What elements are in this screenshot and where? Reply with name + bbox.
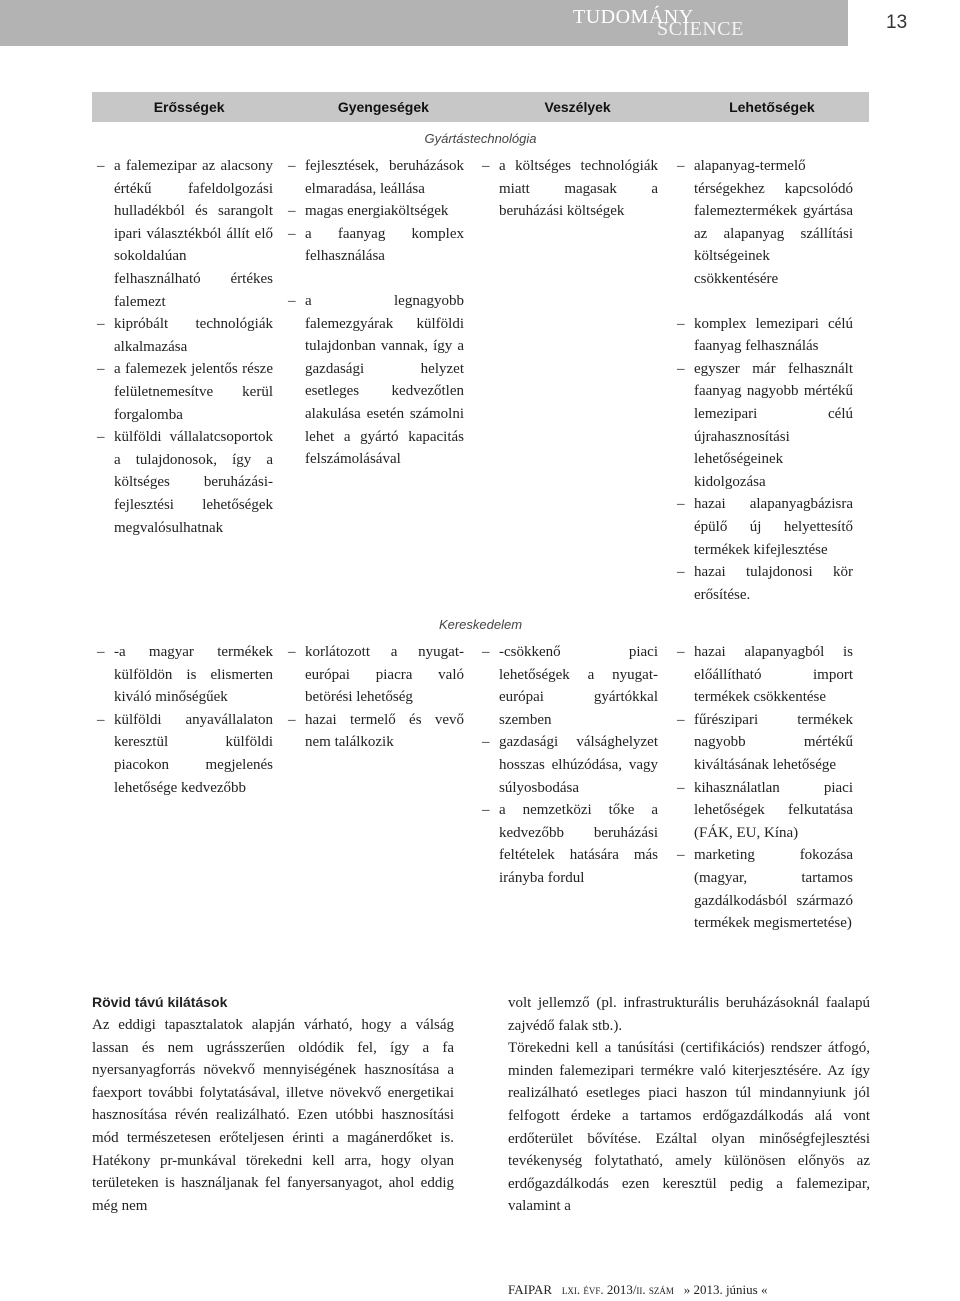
list-item: – kipróbált technológiák alkalmazása bbox=[97, 313, 273, 358]
list-item: – -a magyar termékek külföldön is elismerten kiváló minőségűek bbox=[97, 641, 273, 709]
footer-journal: FAIPAR bbox=[508, 1282, 553, 1297]
brand-tudomany: TUDOMÁNY bbox=[573, 6, 694, 28]
list-item: – a falemezek jelentős része felületnemesítve kerül forgalomba bbox=[97, 358, 273, 426]
list-item: – a költséges technológiák miatt magasak a beruházási költségek bbox=[482, 155, 658, 223]
weaknesses-column-commerce bbox=[288, 641, 464, 754]
article-right-column bbox=[508, 992, 870, 1218]
article-heading: Rövid távú kilátások bbox=[92, 994, 228, 1010]
strengths-column-commerce bbox=[97, 641, 273, 799]
page-header bbox=[0, 0, 960, 46]
list-item: – hazai alapanyagbázisra épülő új helyettesítő termékek kifejlesztése bbox=[677, 493, 853, 561]
section-title-manufacturing: Gyártástechnológia bbox=[424, 131, 537, 146]
page-number: 13 bbox=[886, 12, 908, 33]
footer-date: » 2013. június « bbox=[683, 1282, 768, 1297]
column-header-strengths: Erősségek bbox=[153, 99, 225, 115]
article-left-column bbox=[92, 992, 454, 1217]
column-header-opportunities: Lehetőségek bbox=[729, 99, 815, 115]
list-item: – fűrészipari termékek nagyobb mértékű kiváltásának lehetősége bbox=[677, 709, 853, 777]
journal-brand bbox=[573, 6, 833, 46]
section-title-commerce: Kereskedelem bbox=[438, 617, 523, 632]
list-item: – korlátozott a nyugat-európai piacra való betörési lehetőség bbox=[288, 641, 464, 709]
threats-column-manufacturing bbox=[482, 155, 658, 223]
article-paragraph: volt jellemző (pl. infrastrukturális beruházásoknál faalapú zajvédő falak stb.). bbox=[508, 995, 870, 1034]
list-item: – gazdasági válsághelyzet hosszas elhúzódása, vagy súlyosbodása bbox=[482, 731, 658, 799]
list-item: – külföldi vállalatcsoportok a tulajdonosok, így a költséges beruházási-fejlesztési lehetőségek megvalósulhatnak bbox=[97, 426, 273, 539]
list-item: – -csökkenő piaci lehetőségek a nyugat-európai gyártókkal szemben bbox=[482, 641, 658, 731]
list-item: – a nemzetközi tőke a kedvezőbb beruházási feltételek hatására más irányba fordul bbox=[482, 799, 658, 889]
opportunities-column-manufacturing bbox=[677, 155, 853, 606]
brand-science: SCIENCE bbox=[657, 18, 744, 40]
list-item: – hazai alapanyagból is előállítható import termékek csökkentése bbox=[677, 641, 853, 709]
list-item: – kihasználatlan piaci lehetőségek felkutatása (FÁK, EU, Kína) bbox=[677, 777, 853, 845]
column-header-threats: Veszélyek bbox=[544, 99, 611, 115]
list-item: – hazai termelő és vevő nem találkozik bbox=[288, 709, 464, 754]
list-item: – a legnagyobb falemezgyárak külföldi tulajdonban vannak, így a gazdasági helyzet esetleges kedvezőtlen alakulása esetén számolni lehet a gyártó kapacitás felszámolásával bbox=[288, 290, 464, 471]
list-item: – fejlesztések, beruházások elmaradása, leállása bbox=[288, 155, 464, 200]
list-item: – a falemezipar az alacsony értékű fafeldolgozási hulladékból és sarangolt ipari választékból állít elő sokoldalúan felhasználható értékes falemezt bbox=[97, 155, 273, 313]
article-paragraph: Törekedni kell a tanúsítási (certifikációs) rendszer átfogó, minden falemezipari termékre való kiterjesztésére. Az így realizálható esetleges piaci haszon túl mindannyiunk jól felfogott érdeke a tartamos erdőgazdálkodás alá vont erdőterület bővítése. Ezáltal olyan minőségfejlesztési tevékenység folytatható, amely különösen előnyös az erdőgazdálkodás ezen keresztül pedig a falemezipar, valamint a bbox=[508, 1040, 870, 1215]
footer-volume: lxi. évf. 2013/ii. szám bbox=[561, 1282, 674, 1297]
swot-table-header bbox=[92, 92, 869, 122]
strengths-column-manufacturing bbox=[97, 155, 273, 539]
list-item: – komplex lemezipari célú faanyag felhasználás bbox=[677, 313, 853, 358]
threats-column-commerce bbox=[482, 641, 658, 890]
list-item: – külföldi anyavállalaton keresztül külföldi piacokon megjelenés lehetősége kedvezőbb bbox=[97, 709, 273, 799]
list-item: – alapanyag-termelő térségekhez kapcsolódó falemeztermékek gyártása az alapanyag szállítási költségeinek csökkentésére bbox=[677, 155, 853, 291]
article-paragraph: Az eddigi tapasztalatok alapján várható, hogy a válság lassan és nem ugrásszerűen oldódik fel, így a fa nyersanyagforrás növekvő mennyiségének hasznosítása a faexport további folytatásával, illetve növekvő energetikai hasznosítása révén realizálható. Ezen utóbbi hasznosítási mód természetesen erőteljesen érinti a magánerdőket is. Hatékony pr-munkával törekedni kell arra, hogy olyan területeken is használjanak fel fanyersanyagot, ahol eddig még nem bbox=[92, 1017, 454, 1214]
list-item: – hazai tulajdonosi kör erősítése. bbox=[677, 561, 853, 606]
list-item: – marketing fokozása (magyar, tartamos gazdálkodásból származó termékek megismertetése) bbox=[677, 844, 853, 934]
opportunities-column-commerce bbox=[677, 641, 853, 935]
column-header-weaknesses: Gyengeségek bbox=[337, 99, 429, 115]
list-item: – a faanyag komplex felhasználása bbox=[288, 223, 464, 268]
list-item: – egyszer már felhasznált faanyag nagyobb mértékű lemezipari célú újrahasznosítási lehetőségeinek kidolgozása bbox=[677, 358, 853, 494]
weaknesses-column-manufacturing bbox=[288, 155, 464, 471]
list-item: – magas energiaköltségek bbox=[288, 200, 464, 223]
page-footer bbox=[508, 1282, 767, 1298]
